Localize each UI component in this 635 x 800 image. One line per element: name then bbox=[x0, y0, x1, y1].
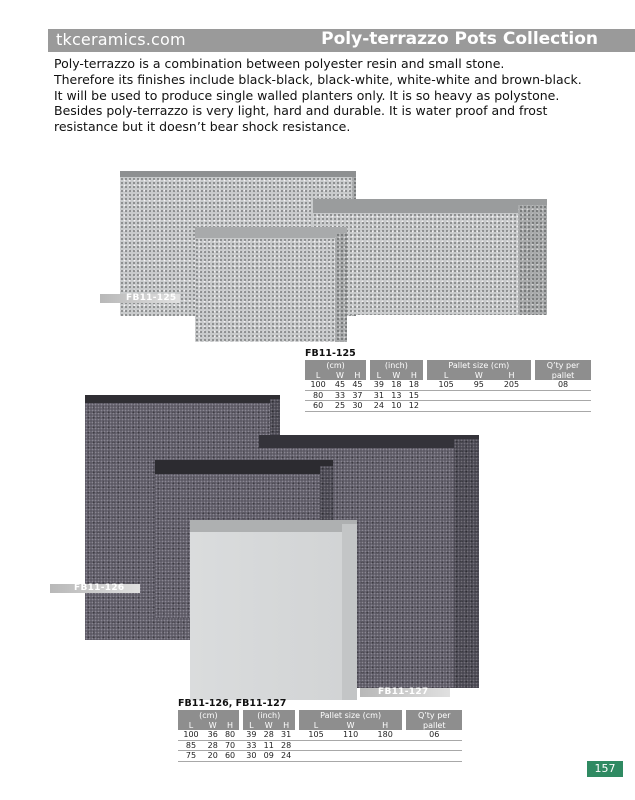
cell: 45 bbox=[349, 380, 366, 390]
pot-side bbox=[518, 205, 547, 315]
cell: 28 bbox=[204, 740, 221, 751]
cell: 20 bbox=[204, 751, 221, 762]
intro-line: Poly-terrazzo is a combination between polyester resin and small stone. bbox=[54, 56, 505, 71]
header-inch: (inch) bbox=[370, 360, 422, 370]
sub-header: W bbox=[388, 370, 405, 380]
intro-text bbox=[54, 56, 614, 135]
photo-label: FB11-126 bbox=[74, 583, 125, 593]
cell: 28 bbox=[260, 730, 277, 740]
photo-label: FB11-125 bbox=[126, 293, 177, 303]
cell: 30 bbox=[243, 751, 260, 762]
cell: 36 bbox=[204, 730, 221, 740]
cell: 10 bbox=[388, 401, 405, 412]
cell: 60 bbox=[305, 401, 331, 412]
cell bbox=[535, 401, 591, 412]
cell bbox=[466, 390, 492, 401]
cell: 25 bbox=[331, 401, 348, 412]
sub-header: W bbox=[333, 720, 368, 730]
sub-header: H bbox=[221, 720, 238, 730]
table-row bbox=[305, 380, 591, 390]
cell: 06 bbox=[406, 730, 462, 740]
cell bbox=[406, 751, 462, 762]
sub-header: L bbox=[427, 370, 466, 380]
sub-header: pallet bbox=[406, 720, 462, 730]
cell bbox=[406, 740, 462, 751]
page-number: 157 bbox=[587, 761, 623, 777]
header-pallet-size: Pallet size (cm) bbox=[427, 360, 532, 370]
intro-line: Therefore its finishes include black-black, black-white, white-white and brown-black. bbox=[54, 71, 582, 87]
table-row bbox=[178, 740, 462, 751]
pot-rim bbox=[313, 199, 547, 213]
sub-header: H bbox=[492, 370, 531, 380]
cell: 39 bbox=[370, 380, 387, 390]
sub-header: H bbox=[405, 370, 422, 380]
header-inch: (inch) bbox=[243, 710, 295, 720]
pot-side bbox=[454, 439, 479, 688]
cell: 15 bbox=[405, 390, 422, 401]
sub-header: L bbox=[178, 720, 204, 730]
pot-medium bbox=[313, 199, 547, 315]
sub-header: W bbox=[331, 370, 348, 380]
pot-small bbox=[195, 227, 347, 342]
cell: 80 bbox=[221, 730, 238, 740]
cell: 28 bbox=[277, 740, 294, 751]
sub-header: L bbox=[243, 720, 260, 730]
cell bbox=[427, 401, 466, 412]
table-row bbox=[305, 390, 591, 401]
cell: 11 bbox=[260, 740, 277, 751]
cell: 60 bbox=[221, 751, 238, 762]
cell: 33 bbox=[243, 740, 260, 751]
header-pallet-size: Pallet size (cm) bbox=[299, 710, 403, 720]
cell bbox=[368, 751, 403, 762]
cell: 30 bbox=[349, 401, 366, 412]
cell bbox=[466, 401, 492, 412]
table-title: FB11-126, FB11-127 bbox=[178, 698, 287, 709]
pot-side bbox=[335, 233, 347, 342]
pot-front bbox=[190, 532, 342, 700]
cell: 24 bbox=[277, 751, 294, 762]
sub-header: W bbox=[466, 370, 492, 380]
header-cm: (cm) bbox=[305, 360, 366, 370]
cell bbox=[299, 740, 334, 751]
sub-header: L bbox=[305, 370, 331, 380]
table-row bbox=[305, 401, 591, 412]
cell: 18 bbox=[405, 380, 422, 390]
cell: 100 bbox=[178, 730, 204, 740]
header-cm: (cm) bbox=[178, 710, 239, 720]
cell: 37 bbox=[349, 390, 366, 401]
site-name: tkceramics.com bbox=[56, 30, 186, 49]
photo-label: FB11-127 bbox=[378, 687, 429, 697]
sub-header: pallet bbox=[535, 370, 591, 380]
cell: 80 bbox=[305, 390, 331, 401]
cell bbox=[535, 390, 591, 401]
intro-line: resistance but it doesn’t bear shock resistance. bbox=[54, 119, 351, 135]
spec-table-fb11-125 bbox=[305, 360, 591, 412]
collection-title: Poly-terrazzo Pots Collection bbox=[321, 29, 598, 49]
spec-table-fb11-126-127 bbox=[178, 710, 462, 762]
cell: 110 bbox=[333, 730, 368, 740]
cell: 08 bbox=[535, 380, 591, 390]
sub-header: W bbox=[204, 720, 221, 730]
intro-line: Besides poly-terrazzo is very light, hard and durable. It is water proof and frost bbox=[54, 103, 548, 119]
cell: 31 bbox=[370, 390, 387, 401]
sub-header: W bbox=[260, 720, 277, 730]
cell: 105 bbox=[427, 380, 466, 390]
sub-header: L bbox=[370, 370, 387, 380]
cell bbox=[299, 751, 334, 762]
pot-rim bbox=[155, 460, 333, 475]
table-row bbox=[178, 751, 462, 762]
cell: 33 bbox=[331, 390, 348, 401]
pot-side bbox=[342, 524, 357, 700]
header-qty: Q’ty per bbox=[406, 710, 462, 720]
cell: 70 bbox=[221, 740, 238, 751]
cell: 85 bbox=[178, 740, 204, 751]
cell: 45 bbox=[331, 380, 348, 390]
pot-front bbox=[195, 238, 335, 342]
sub-header: H bbox=[368, 720, 403, 730]
intro-line: It will be used to produce single walled planters only. It is so heavy as polystone. bbox=[54, 87, 560, 103]
cell: 31 bbox=[277, 730, 294, 740]
cell bbox=[368, 740, 403, 751]
cell: 180 bbox=[368, 730, 403, 740]
cell bbox=[492, 390, 531, 401]
cell bbox=[427, 390, 466, 401]
cell: 205 bbox=[492, 380, 531, 390]
cell: 24 bbox=[370, 401, 387, 412]
cell bbox=[492, 401, 531, 412]
pot-rim bbox=[259, 435, 479, 449]
cell: 39 bbox=[243, 730, 260, 740]
sub-header: H bbox=[349, 370, 366, 380]
cell: 105 bbox=[299, 730, 334, 740]
sub-header: H bbox=[277, 720, 294, 730]
pot-light-plain bbox=[190, 520, 357, 700]
cell bbox=[333, 751, 368, 762]
cell: 100 bbox=[305, 380, 331, 390]
table-title: FB11-125 bbox=[305, 348, 356, 359]
table-row bbox=[178, 730, 462, 740]
sub-header: L bbox=[299, 720, 334, 730]
cell: 12 bbox=[405, 401, 422, 412]
cell: 18 bbox=[388, 380, 405, 390]
cell bbox=[333, 740, 368, 751]
cell: 75 bbox=[178, 751, 204, 762]
cell: 13 bbox=[388, 390, 405, 401]
cell: 09 bbox=[260, 751, 277, 762]
header-qty: Q’ty per bbox=[535, 360, 591, 370]
cell: 95 bbox=[466, 380, 492, 390]
